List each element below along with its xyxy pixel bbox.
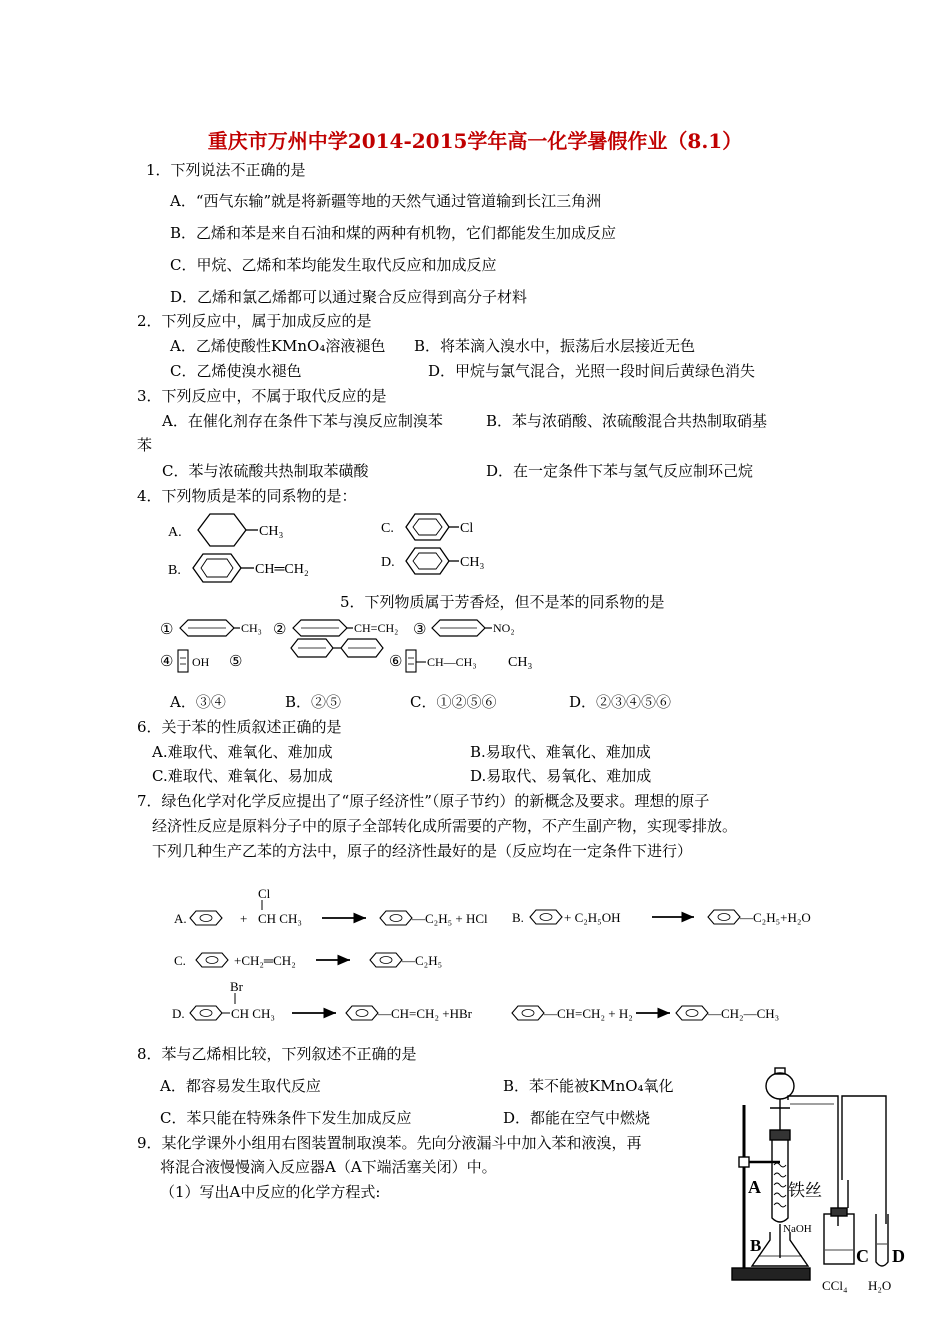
bottle-c [824,1214,854,1264]
q7-a-reagent: CH CH₃ [258,911,302,926]
page-title: 重庆市万州中学2014-2015学年高一化学暑假作业（8.1） [207,129,743,153]
fig-label-b: B [750,1236,762,1255]
q5-num-6: ⑥ [389,654,403,670]
fig-label-a: A [748,1177,761,1197]
q8-stem: 8．苯与乙烯相比较，下列叙述不正确的是 [137,1045,417,1063]
fig-label-c: C [856,1246,869,1266]
q6-stem: 6．关于苯的性质叙述正确的是 [137,718,342,736]
q1-option-c: C．甲烷、乙烯和苯均能发生取代反应和加成反应 [170,256,497,274]
separatory-funnel [766,1073,794,1099]
q7-d-br: Br [230,979,243,994]
q4-c-substituent: Cl [460,521,474,536]
q7-line-3: 下列几种生产乙苯的方法中，原子的经济性最好的是（反应均在一定条件下进行） [152,842,693,860]
q5-sub-2: CH=CH₂ [354,621,399,635]
fig-label-h2o: H₂O [868,1278,892,1293]
fig-label-iron-wire: 铁丝 [788,1181,822,1200]
q7-c-label: C. [174,953,186,968]
q3-option-d: D．在一定条件下苯与氢气反应制环己烷 [486,462,754,480]
q8-option-c: C．苯只能在特殊条件下发生加成反应 [160,1109,412,1127]
q4-b-label: B. [168,563,181,578]
q2-option-b: B．将苯滴入溴水中，振荡后水层接近无色 [414,337,696,355]
q2-option-d: D．甲烷与氯气混合，光照一段时间后黄绿色消失 [428,362,756,380]
q7-d-product: —CH=CH₂ +HBr [378,1006,472,1021]
q7-a-label: A. [174,911,187,926]
q5-stem: 5．下列物质属于芳香烃，但不是苯的同系物的是 [340,593,665,611]
q5-num-2: ② [273,622,287,638]
q7-d-step2: —CH=CH₂ + H₂ [544,1006,633,1021]
q7-d-reagent: CH CH₃ [231,1006,275,1021]
q5-num-3: ③ [413,622,427,638]
q7-b-reagent: + C₂H₅OH [564,910,621,925]
q4-stem: 4．下列物质是苯的同系物的是： [137,487,357,505]
q6-option-d: D.易取代、易氧化、难加成 [470,767,652,785]
q1-option-a: A．“西气东输”就是将新疆等地的天然气通过管道输到长江三角洲 [170,192,602,210]
q7-d-product-2: —CH₂—CH₃ [708,1006,780,1021]
q2-option-c: C．乙烯使溴水褪色 [170,362,302,380]
q5-option-c: C．①②⑤⑥ [410,693,497,711]
q9-line-2: 将混合液慢慢滴入反应器A（A下端活塞关闭）中。 [160,1158,497,1176]
q7-a-cl: Cl [258,886,271,901]
q1-option-b: B．乙烯和苯是来自石油和煤的两种有机物，它们都能发生加成反应 [170,224,617,242]
fig-label-d: D [892,1246,905,1266]
q3-option-b-wrap: 苯 [137,436,153,454]
q7-b-label: B. [512,910,524,925]
q6-option-c: C.难取代、难氧化、易加成 [152,767,333,785]
q7-a-plus: + [240,911,248,926]
q6-option-b: B.易取代、难氧化、难加成 [470,743,651,761]
q1-option-d: D．乙烯和氯乙烯都可以通过聚合反应得到高分子材料 [170,288,528,306]
q7-d-label: D. [172,1006,185,1021]
q5-sub-6b: CH₃ [508,655,533,670]
fig-label-naoh: NaOH [783,1223,812,1235]
q8-option-a: A．都容易发生取代反应 [160,1077,321,1095]
q4-d-substituent: CH₃ [460,555,485,570]
stand-base [732,1268,810,1280]
q7-a-product: —C₂H₅ + HCl [412,911,488,926]
q5-sub-6: CH—CH₃ [427,655,477,669]
q7-b-product: —C₂H₅+H₂O [740,910,811,925]
q3-option-b: B．苯与浓硝酸、浓硫酸混合共热制取硝基 [486,412,768,430]
q5-option-d: D．②③④⑤⑥ [569,693,672,711]
q7-line-1: 7．绿色化学对化学反应提出了“原子经济性”（原子节约）的新概念及要求。理想的原子 [137,792,710,810]
iron-wire [774,1163,786,1207]
q2-option-a: A．乙烯使酸性KMnO₄溶液褪色 [170,337,386,355]
q7-c-reagent: +CH₂═CH₂ [234,953,296,968]
q5-sub-3: NO₂ [493,621,515,635]
q3-stem: 3．下列反应中，不属于取代反应的是 [137,387,387,405]
q5-num-4: ④ [160,654,174,670]
q5-option-a: A．③④ [170,693,226,711]
q4-c-label: C. [381,521,394,536]
q7-c-product: —C₂H₅ [402,953,443,968]
fig-label-ccl4: CCl₄ [822,1278,848,1293]
q4-a-label: A. [168,525,182,540]
q5-num-5: ⑤ [229,654,243,670]
q5-sub-1: CH₃ [241,621,262,635]
q7-line-2: 经济性反应是原料分子中的原子全部转化成所需要的产物，不产生副产物，实现零排放。 [152,817,738,835]
q9-line-1: 9．某化学课外小组用右图装置制取溴苯。先向分液漏斗中加入苯和液溴，再 [137,1134,642,1152]
q5-num-1: ① [160,622,174,638]
reactor-a [772,1140,788,1222]
q4-a-substituent: CH₃ [259,524,284,539]
q6-option-a: A.难取代、难氧化、难加成 [152,743,333,761]
q3-option-c: C．苯与浓硫酸共热制取苯磺酸 [162,462,369,480]
q8-option-d: D．都能在空气中燃烧 [503,1109,651,1127]
q8-option-b: B．苯不能被KMnO₄氧化 [503,1077,674,1095]
q5-sub-4: OH [192,655,210,669]
q1-stem: 1．下列说法不正确的是 [146,161,306,179]
q3-option-a: A．在催化剂存在条件下苯与溴反应制溴苯 [162,412,443,430]
q4-d-label: D. [381,555,395,570]
q2-stem: 2．下列反应中，属于加成反应的是 [137,312,372,330]
q4-b-substituent: CH═CH₂ [255,562,309,577]
q5-option-b: B．②⑤ [285,693,342,711]
q9-line-3: （1）写出A中反应的化学方程式: [160,1183,381,1201]
